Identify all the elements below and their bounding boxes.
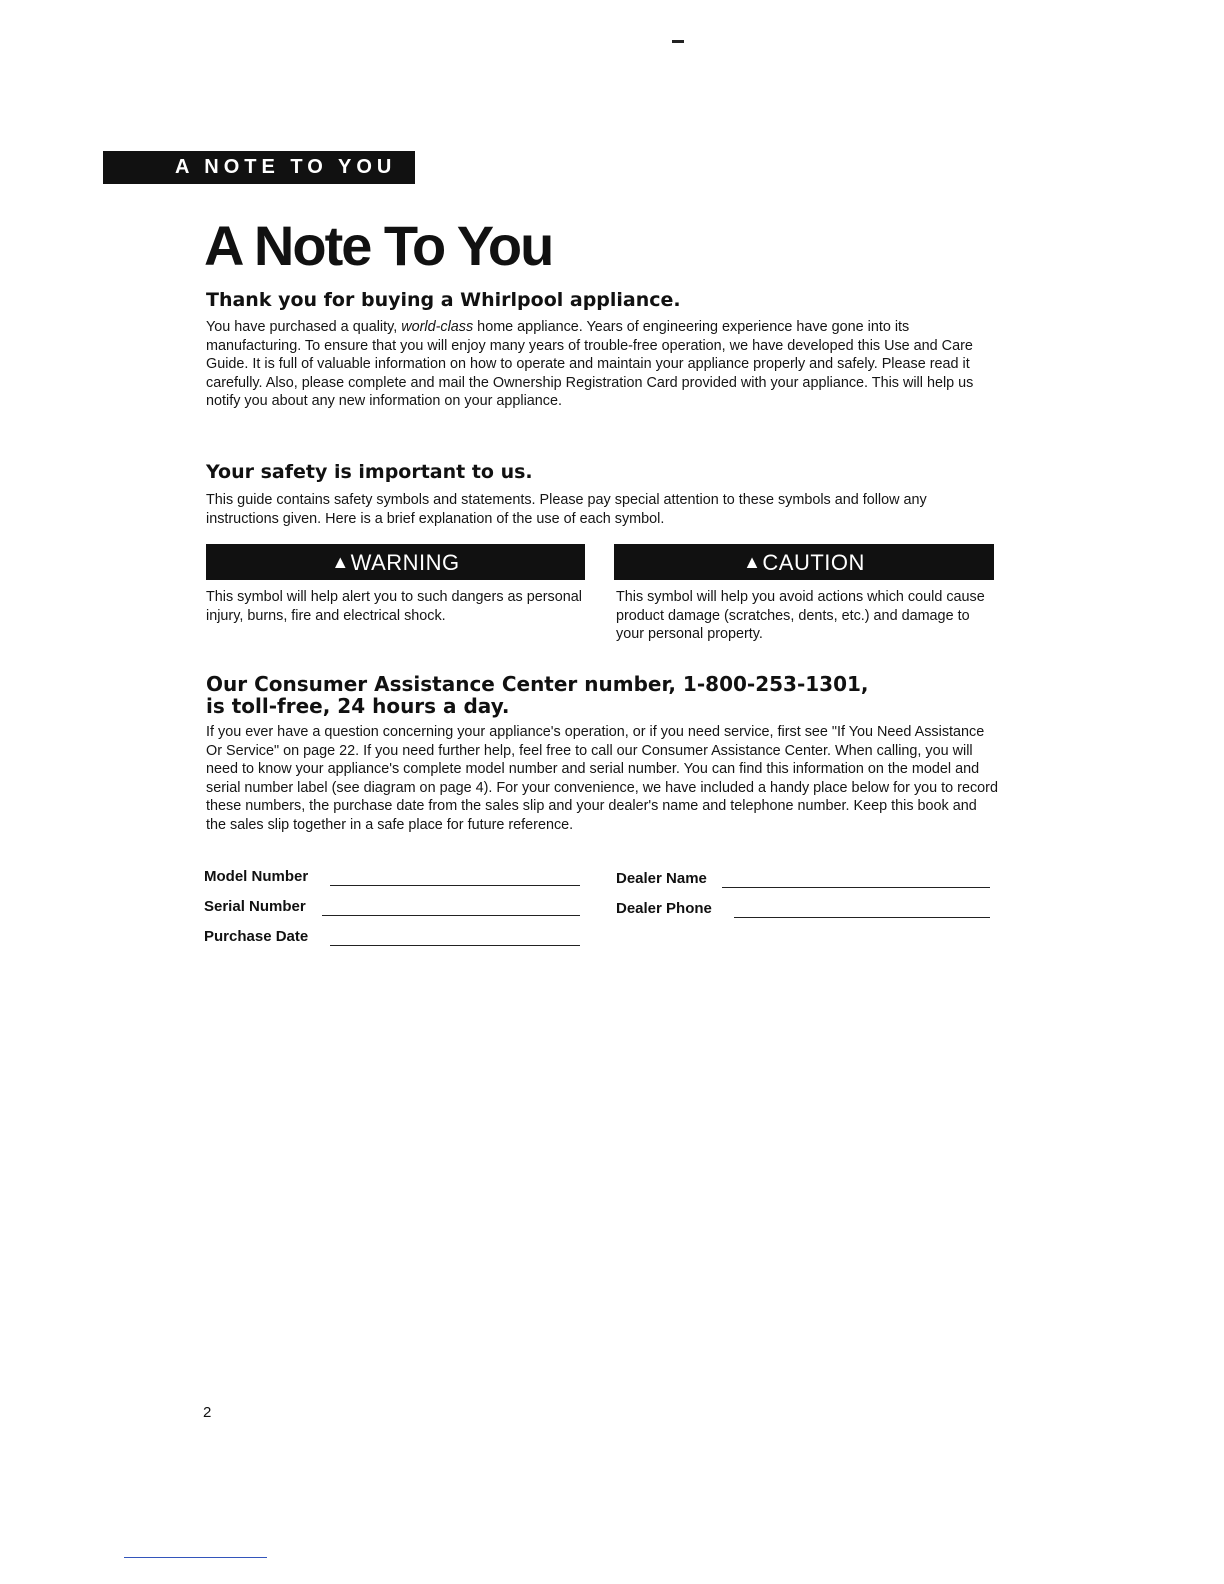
serial-number-label: Serial Number: [204, 898, 306, 915]
warning-description: This symbol will help alert you to such dangers as personal injury, burns, fire and electrical shock.: [206, 589, 582, 624]
caution-triangle-icon: ▲: [743, 552, 762, 572]
assistance-heading-line1: Our Consumer Assistance Center number, 1-800-253-1301,: [206, 672, 869, 696]
caution-bar: [614, 544, 994, 580]
dealer-phone-label: Dealer Phone: [616, 900, 712, 917]
dealer-name-label: Dealer Name: [616, 870, 707, 887]
purchase-date-label: Purchase Date: [204, 928, 309, 945]
thanks-text-rest: home appliance. Years of engineering experience have gone into its manufacturing. To ensure that you will enjoy many years of trouble-free operation, we have developed this Use and Care Guide. It is full of valuable information on how to operate and maintain your appliance properly and safely. Please read it carefully. Also, please complete and mail the Ownership Registration Card provided with your appliance. This will help us notify you about any new information on your appliance.: [206, 319, 974, 410]
model-number-field[interactable]: [330, 885, 580, 886]
caution-description: This symbol will help you avoid actions which could cause product damage (scratches, dents, etc.) and damage to your personal property.: [616, 589, 985, 643]
warning-triangle-icon: ▲: [331, 552, 350, 572]
serial-number-field[interactable]: [322, 915, 580, 916]
thanks-emphasis: world-class: [401, 319, 474, 335]
warning-bar: [206, 544, 585, 580]
thanks-paragraph: [206, 318, 1006, 411]
dealer-name-field[interactable]: [722, 887, 990, 888]
model-number-label: Model Number: [204, 868, 309, 885]
safety-heading: Your safety is important to us.: [206, 461, 533, 483]
caution-label: CAUTION: [762, 550, 865, 575]
thanks-heading: Thank you for buying a Whirlpool appliance.: [206, 289, 681, 311]
thanks-text-start: You have purchased a quality,: [206, 319, 402, 335]
purchase-date-field[interactable]: [330, 945, 580, 946]
bottom-rule: [124, 1557, 267, 1558]
page-number: 2: [203, 1404, 212, 1421]
section-tab: A NOTE TO YOU: [103, 151, 415, 184]
page-title: A Note To You: [204, 214, 553, 277]
assistance-paragraph: If you ever have a question concerning your appliance's operation, or if you need service, first see "If You Need Assistance Or Service" on page 22. If you need further help, feel free to call our Consumer Assistance Center. When calling, you will need to know your appliance's complete model number and serial number. You can find this information on the model and serial number label (see diagram on page 4). For your convenience, we have included a handy place below for you to record these numbers, the purchase date from the sales slip and your dealer's name and telephone number. Keep this book and the sales slip together in a safe place for future reference.: [206, 724, 998, 833]
safety-paragraph: This guide contains safety symbols and statements. Please pay special attention to these symbols and follow any instructions given. Here is a brief explanation of the use of each symbol.: [206, 492, 927, 527]
warning-label: WARNING: [350, 550, 460, 575]
page-mark: [672, 40, 684, 43]
assistance-heading-line2: is toll-free, 24 hours a day.: [206, 694, 510, 718]
dealer-phone-field[interactable]: [734, 917, 990, 918]
assistance-heading: [206, 673, 869, 717]
